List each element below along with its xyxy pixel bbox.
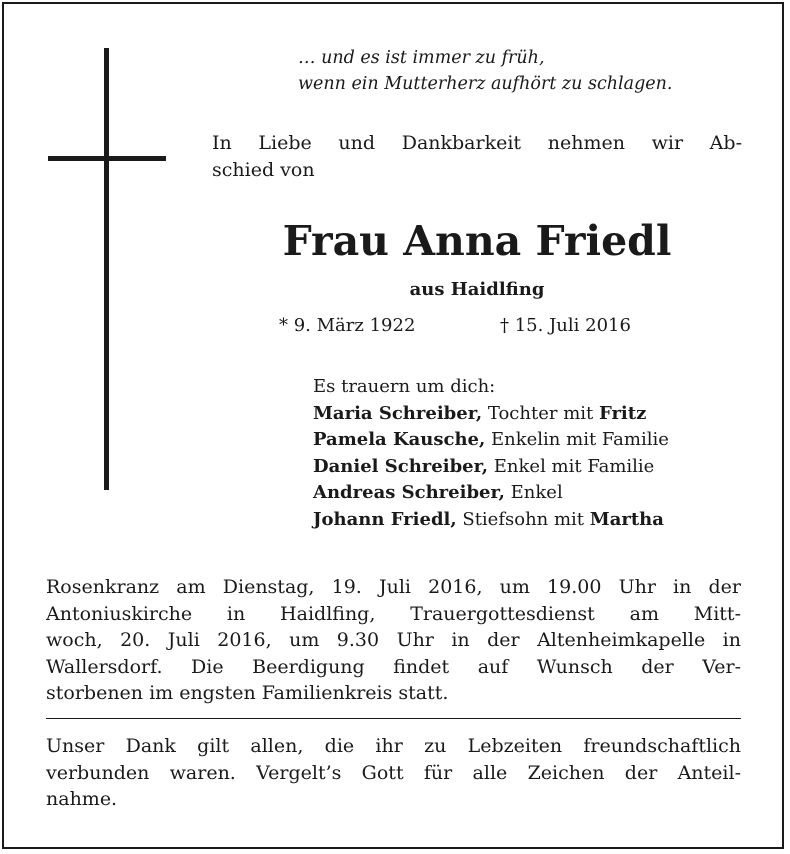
motto-quote	[298, 45, 672, 97]
mourner-name: Maria Schreiber,	[313, 402, 483, 424]
mourner-name: Daniel Schreiber,	[313, 455, 489, 477]
mourner-partner: Fritz	[598, 402, 647, 424]
motto-line: … und es ist immer zu früh,	[298, 48, 545, 68]
thanks-line: Unser Dank gilt allen, die ihr zu Lebzeiten freundschaftlich	[46, 735, 741, 757]
divider-line	[46, 718, 741, 719]
thanks-line: nahme.	[46, 788, 118, 810]
service-line: Antoniuskirche in Haidlfing, Trauergottesdienst am Mitt-	[46, 602, 741, 625]
thanks-line: verbunden waren. Vergelt’s Gott für alle Zeichen der Anteil-	[46, 761, 741, 784]
service-line: storbenen im engsten Familienkreis statt.	[46, 682, 449, 704]
mourners-list	[313, 374, 669, 533]
intro-line: schied von	[212, 159, 315, 181]
service-line: woch, 20. Juli 2016, um 9.30 Uhr in der Altenheimkapelle in	[46, 629, 741, 651]
mourner-entry	[313, 480, 669, 507]
intro-line: In Liebe und Dankbarkeit nehmen wir Ab-	[212, 132, 742, 154]
mourner-name: Andreas Schreiber,	[313, 482, 505, 503]
deceased-name: Frau Anna Friedl	[282, 217, 672, 265]
mourner-entry	[313, 507, 669, 534]
mourner-name: Pamela Kausche,	[313, 429, 486, 450]
birth-date: * 9. März 1922	[279, 315, 416, 336]
service-notice	[46, 574, 741, 707]
intro-text	[212, 130, 742, 184]
death-date: † 15. Juli 2016	[500, 315, 631, 336]
mourner-entry	[313, 427, 669, 454]
mourner-entry	[313, 454, 669, 481]
mourners-heading: Es trauern um dich:	[313, 376, 496, 397]
mourner-relation: Tochter mit	[482, 402, 599, 424]
mourner-entry	[313, 401, 669, 428]
motto-line: wenn ein Mutterherz aufhört zu schlagen.	[298, 74, 673, 94]
mourner-relation: Enkel mit Familie	[488, 455, 655, 477]
mourner-relation: Stiefsohn mit	[456, 508, 590, 530]
mourner-partner: Martha	[589, 508, 664, 530]
thanks-notice	[46, 733, 741, 813]
service-line: Wallersdorf. Die Beerdigung findet auf Wunsch der Ver-	[46, 655, 741, 678]
mourner-relation: Enkelin mit Familie	[485, 429, 669, 450]
service-line: Rosenkranz am Dienstag, 19. Juli 2016, um 19.00 Uhr in der	[46, 576, 741, 598]
cross-vertical-bar	[104, 48, 109, 490]
mourner-relation: Enkel	[504, 482, 563, 503]
deceased-origin: aus Haidlfing	[409, 279, 545, 300]
mourner-name: Johann Friedl,	[313, 508, 457, 530]
cross-horizontal-bar	[48, 156, 166, 161]
